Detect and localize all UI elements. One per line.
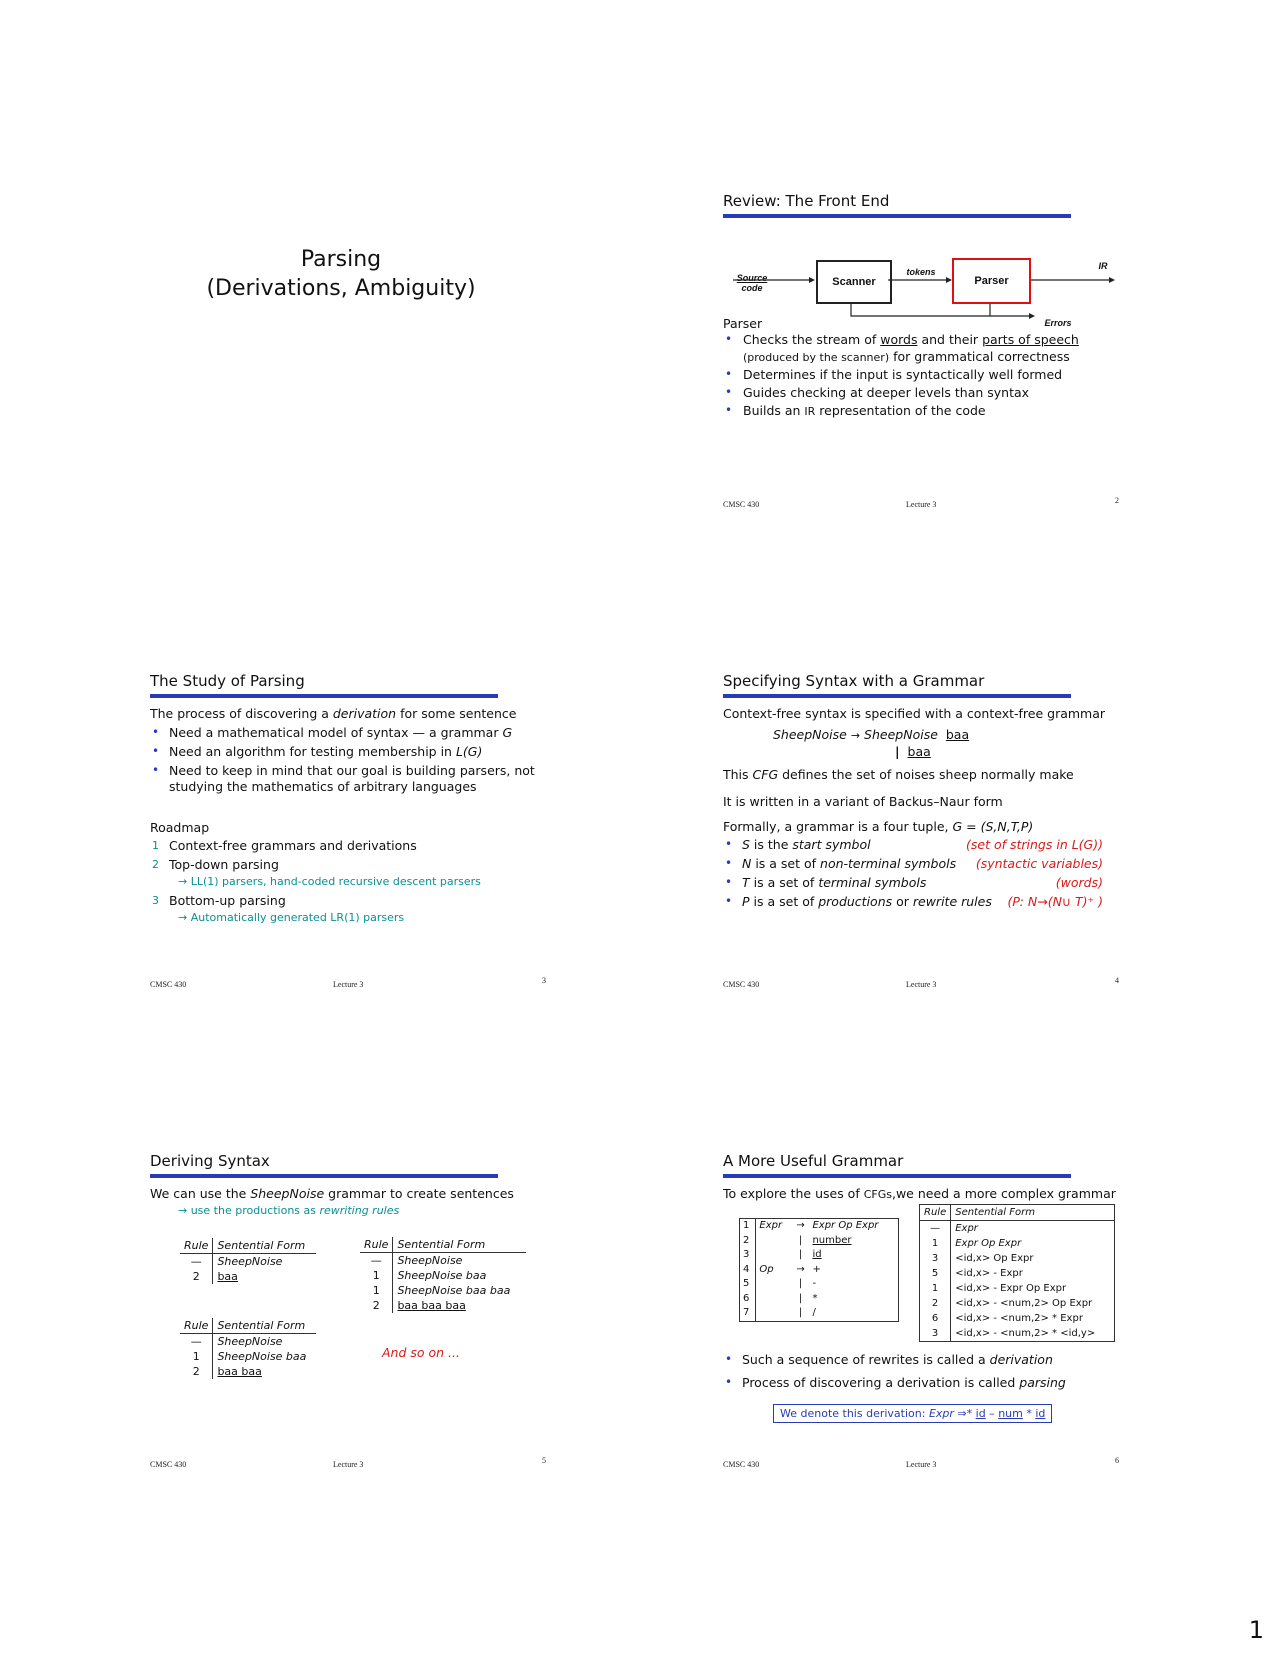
bullet-icon: • [725, 1375, 733, 1389]
roadmap-num-3: 3 [152, 894, 159, 907]
bullet-2: Process of discovering a derivation is called parsing [742, 1375, 1066, 1390]
grammar-row: 7 | / [740, 1306, 899, 1321]
bullet-1: Need a mathematical model of syntax — a grammar G [169, 725, 513, 740]
bullet-1: Such a sequence of rewrites is called a derivation [742, 1352, 1053, 1367]
table-row: 3 <id,x> - <num,2> * <id,y> [920, 1326, 1115, 1342]
derivation-table-1: Rule Sentential Form — SheepNoise 2 baa [180, 1238, 316, 1284]
derivation-table: Rule Sentential Form — Expr 1 Expr Op Expr 3 <id,x> Op Expr 5 <id,x> - Expr 1 <id,x> - Expr Op Expr 2 <id,x> - <num,2> Op Expr 6 <id,x> - <num,2> * Expr 3 <id,x> - <num,2> * <id,y> [919, 1204, 1115, 1342]
footer-course: CMSC 430 [723, 980, 760, 989]
derivation-notation-box: We denote this derivation: Expr ⇒* id – num * id [773, 1404, 1052, 1423]
formal-text: Formally, a grammar is a four tuple, G = (S,N,T,P) [723, 819, 1034, 834]
roadmap-sub-2: → LL(1) parsers, hand-coded recursive descent parsers [178, 875, 481, 888]
slide-6 [723, 1152, 1123, 1482]
bullet-icon: • [725, 875, 733, 889]
slide-2 [723, 192, 1123, 522]
roadmap-item-2: Top-down parsing [169, 857, 279, 872]
derivation-table-3: Rule Sentential Form — SheepNoise 1 SheepNoise baa 1 SheepNoise baa baa 2 baa baa baa [360, 1237, 526, 1313]
table-row: 2 baa [180, 1269, 316, 1284]
slide-1-title: Parsing (Derivations, Ambiguity) [206, 247, 476, 301]
table-row: 1 SheepNoise baa [180, 1349, 316, 1364]
roadmap-sub-3: → Automatically generated LR(1) parsers [178, 911, 405, 924]
cfg-text: This CFG defines the set of noises sheep normally make [723, 767, 1074, 782]
bnf-text: It is written in a variant of Backus–Naur form [723, 794, 1003, 809]
source-code-label: Source code [736, 273, 768, 293]
title-rule [150, 1174, 498, 1178]
table-row: — Expr [920, 1221, 1115, 1237]
bullet-icon: • [152, 763, 160, 777]
bullet-icon: • [725, 385, 733, 399]
roadmap-item-1: Context-free grammars and derivations [169, 838, 417, 853]
title-rule [723, 214, 1071, 218]
bullet-1: Checks the stream of words and their parts of speech [743, 332, 1079, 347]
table-row: — SheepNoise [360, 1253, 526, 1269]
bullet-icon: • [725, 1352, 733, 1366]
table-row: — SheepNoise [180, 1254, 316, 1270]
slide-title: Specifying Syntax with a Grammar [723, 672, 985, 690]
grammar-row: 4 Op → + [740, 1263, 899, 1278]
roadmap-item-3: Bottom-up parsing [169, 893, 286, 908]
table-row: 1 SheepNoise baa [360, 1268, 526, 1283]
intro-text: Context-free syntax is specified with a context-free grammar [723, 706, 1106, 721]
grammar-row: 2 | number [740, 1234, 899, 1249]
table-row: 2 baa baa [180, 1364, 316, 1379]
bullet-icon: • [725, 403, 733, 417]
slide-title: Review: The Front End [723, 192, 890, 210]
derivation-table-2: Rule Sentential Form — SheepNoise 1 SheepNoise baa 2 baa baa [180, 1318, 316, 1379]
table-row: 1 SheepNoise baa baa [360, 1283, 526, 1298]
bullet-icon: • [725, 332, 733, 346]
footer-course: CMSC 430 [150, 1460, 187, 1469]
bullet-2: Determines if the input is syntactically well formed [743, 367, 1063, 382]
bullet-p: P is a set of productions or rewrite rules [742, 894, 992, 909]
intro-sub: → use the productions as rewriting rules [178, 1204, 400, 1217]
table-row: 3 <id,x> Op Expr [920, 1251, 1115, 1266]
intro-text: We can use the SheepNoise grammar to create sentences [150, 1186, 514, 1201]
table-row: 1 Expr Op Expr [920, 1236, 1115, 1251]
grammar-row: 5 | - [740, 1277, 899, 1292]
bullet-icon: • [725, 837, 733, 851]
slide-title: A More Useful Grammar [723, 1152, 904, 1170]
table-row: 6 <id,x> - <num,2> * Expr [920, 1311, 1115, 1326]
title-rule [150, 694, 498, 698]
bullet-s-note: (set of strings in L(G)) [966, 837, 1103, 852]
roadmap-num-2: 2 [152, 858, 159, 871]
table-row: 2 baa baa baa [360, 1298, 526, 1313]
parser-heading: Parser [723, 316, 763, 331]
slide-4 [723, 672, 1123, 1002]
bullet-t-note: (words) [1055, 875, 1103, 890]
bullet-icon: • [725, 856, 733, 870]
slide-title: Deriving Syntax [150, 1152, 270, 1170]
bullet-icon: • [725, 894, 733, 908]
table-row: — SheepNoise [180, 1334, 316, 1350]
grammar-row: 3 | id [740, 1248, 899, 1263]
table-row: 2 <id,x> - <num,2> Op Expr [920, 1296, 1115, 1311]
footer-slide-number: 4 [1115, 976, 1119, 985]
footer-course: CMSC 430 [150, 980, 187, 989]
bullet-3-cont: studying the mathematics of arbitrary languages [169, 779, 477, 794]
bullet-3: Need to keep in mind that our goal is building parsers, not [169, 763, 535, 778]
title-rule [723, 1174, 1071, 1178]
bullet-2: Need an algorithm for testing membership in L(G) [169, 744, 483, 759]
grammar-row: 1 Expr → Expr Op Expr [740, 1219, 899, 1234]
bullet-4: Builds an IR representation of the code [743, 403, 986, 418]
production-line-1: SheepNoise → SheepNoise baa [773, 727, 970, 742]
tokens-label: tokens [906, 267, 936, 277]
bullet-icon: • [152, 744, 160, 758]
footer-lecture: Lecture 3 [906, 980, 937, 989]
bullet-n-note: (syntactic variables) [975, 856, 1103, 871]
slide-title: The Study of Parsing [150, 672, 305, 690]
intro-text: To explore the uses of CFGs,we need a more complex grammar [723, 1186, 1116, 1201]
bullet-s: S is the start symbol [742, 837, 871, 852]
production-line-2: | baa [895, 744, 931, 759]
table-row: 5 <id,x> - Expr [920, 1266, 1115, 1281]
ir-label: IR [1098, 261, 1108, 271]
bullet-p-note: (P: N→(N∪ T)⁺ ) [1007, 894, 1103, 909]
footer-lecture: Lecture 3 [906, 1460, 937, 1469]
errors-label: Errors [1044, 318, 1072, 328]
footer-slide-number: 3 [542, 976, 546, 985]
roadmap-num-1: 1 [152, 839, 159, 852]
footer-course: CMSC 430 [723, 1460, 760, 1469]
bullet-1-cont: (produced by the scanner) for grammatical correctness [743, 349, 1070, 364]
footer-slide-number: 6 [1115, 1456, 1119, 1465]
expression-grammar [739, 1218, 899, 1322]
title-rule [723, 694, 1071, 698]
footer-lecture: Lecture 3 [333, 1460, 364, 1469]
footer-slide-number: 2 [1115, 496, 1119, 505]
grammar-row: 6 | * [740, 1292, 899, 1307]
and-so-on-text: And so on ... [382, 1345, 460, 1360]
page-number: 1 [1248, 1616, 1264, 1644]
slide-3 [150, 672, 550, 1002]
footer-lecture: Lecture 3 [906, 500, 937, 509]
bullet-n: N is a set of non-terminal symbols [742, 856, 957, 871]
footer-slide-number: 5 [542, 1456, 546, 1465]
bullet-icon: • [152, 725, 160, 739]
bullet-t: T is a set of terminal symbols [742, 875, 927, 890]
parser-box: Parser [952, 258, 1031, 304]
roadmap-heading: Roadmap [150, 820, 210, 835]
slide-5 [150, 1152, 550, 1482]
footer-course: CMSC 430 [723, 500, 760, 509]
table-row: 1 <id,x> - Expr Op Expr [920, 1281, 1115, 1296]
bullet-3: Guides checking at deeper levels than syntax [743, 385, 1030, 400]
scanner-box: Scanner [816, 260, 892, 304]
footer-lecture: Lecture 3 [333, 980, 364, 989]
intro-text: The process of discovering a derivation for some sentence [150, 706, 517, 721]
bullet-icon: • [725, 367, 733, 381]
